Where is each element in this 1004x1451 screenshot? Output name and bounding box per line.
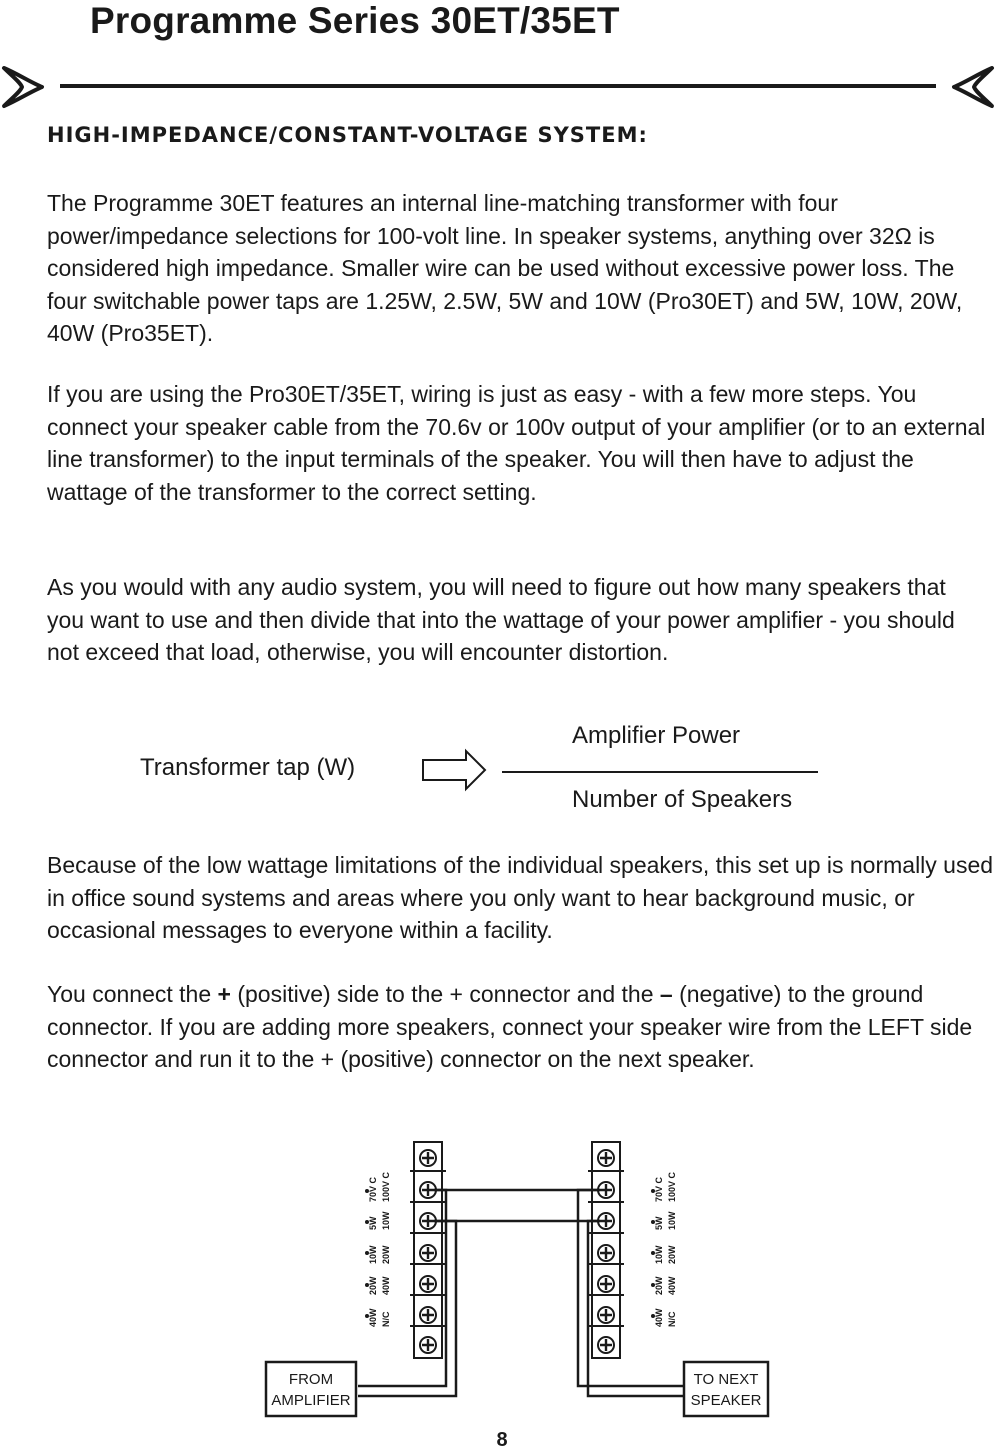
tap-label-b: 20W — [667, 1245, 677, 1264]
to-label-line2: SPEAKER — [690, 1392, 762, 1409]
right-tap-labels — [651, 1171, 677, 1327]
connection-text-a: You connect the — [47, 981, 218, 1007]
tap-label-b: N/C — [667, 1311, 677, 1327]
tap-label-a: 5W — [368, 1216, 378, 1230]
connection-text-c: (negative) to the ground connector. If you are adding more speakers, connect your speaker wire from the LEFT side connector and run it to the + (positive) connector on the next speaker. — [47, 981, 973, 1072]
tap-label-a: 20W — [654, 1276, 664, 1295]
tap-label-a: 10W — [654, 1245, 664, 1264]
from-label-line1: FROM — [288, 1371, 334, 1388]
fraction-bar — [502, 771, 818, 773]
page-number: 8 — [496, 1429, 508, 1451]
tap-label-b: 20W — [381, 1245, 391, 1264]
to-next-speaker-box — [684, 1362, 768, 1416]
tap-label-b: N/C — [381, 1311, 391, 1327]
arrow-right-icon — [420, 748, 488, 792]
tap-label-a: 40W — [654, 1308, 664, 1327]
paragraph-transformer-intro: The Programme 30ET features an internal line-matching transformer with four power/impedance selections for 100-volt line. In speaker systems, anything over 32Ω is considered high impedance. Smaller wire can be used without excessive power loss. The four switchable power taps are 1.25W, 2.5W, 5W and 10W (Pro30ET) and 5W, 10W, 20W, 40W (Pro35ET). — [47, 190, 963, 346]
tap-label-b: 10W — [667, 1211, 677, 1230]
tap-label-a: 5W — [654, 1216, 664, 1230]
header-divider — [60, 84, 936, 88]
tap-label-a: 10W — [368, 1245, 378, 1264]
left-terminal-strip — [410, 1142, 446, 1358]
negative-symbol: – — [659, 981, 673, 1007]
tap-label-a: 20W — [368, 1276, 378, 1295]
tap-label-a: 40W — [368, 1308, 378, 1327]
tap-label-a: 70V C — [368, 1176, 378, 1202]
connection-text-b: (positive) side to the + connector and the — [230, 981, 660, 1007]
from-label-line2: AMPLIFIER — [271, 1392, 351, 1409]
formula-label: Transformer tap (W) — [140, 754, 356, 781]
tap-label-b: 10W — [381, 1211, 391, 1230]
chevron-left-icon — [950, 64, 996, 110]
wires — [358, 1190, 684, 1396]
tap-label-b: 100V C — [667, 1171, 677, 1202]
tap-label-b: 100V C — [381, 1171, 391, 1202]
paragraph-usage: Because of the low wattage limitations of the individual speakers, this set up is normally used in office sound systems and areas where you only want to hear background music, or occasional messages to everyone within a facility. — [47, 852, 994, 943]
to-label-line1: TO NEXT — [693, 1371, 759, 1388]
wiring-diagram — [262, 1138, 772, 1418]
section-heading: HIGH-IMPEDANCE/CONSTANT-VOLTAGE SYSTEM: — [47, 123, 648, 147]
left-tap-labels — [365, 1171, 391, 1327]
paragraph-wiring: If you are using the Pro30ET/35ET, wiring is just as easy - with a few more steps. You connect your speaker cable from the 70.6v or 100v output of your amplifier (or to an external line transformer) to the input terminals of the speaker. You will then have to adjust the wattage of the transformer to the correct setting. — [47, 381, 986, 505]
positive-symbol: + — [217, 981, 231, 1007]
paragraph-speaker-count: As you would with any audio system, you will need to figure out how many speakers that you want to use and then divide that into the wattage of your power amplifier - you should not exceed that load, otherwise, you will encounter distortion. — [47, 574, 955, 665]
formula-denominator: Number of Speakers — [572, 786, 793, 813]
right-terminal-strip — [588, 1142, 624, 1358]
tap-label-b: 40W — [667, 1276, 677, 1295]
tap-label-b: 40W — [381, 1276, 391, 1295]
chevron-right-icon — [0, 64, 46, 110]
tap-label-a: 70V C — [654, 1176, 664, 1202]
from-amplifier-box — [266, 1362, 356, 1416]
paragraph-connection — [47, 978, 977, 1076]
formula-numerator: Amplifier Power — [572, 722, 741, 749]
page-title: Programme Series 30ET/35ET — [90, 0, 620, 41]
